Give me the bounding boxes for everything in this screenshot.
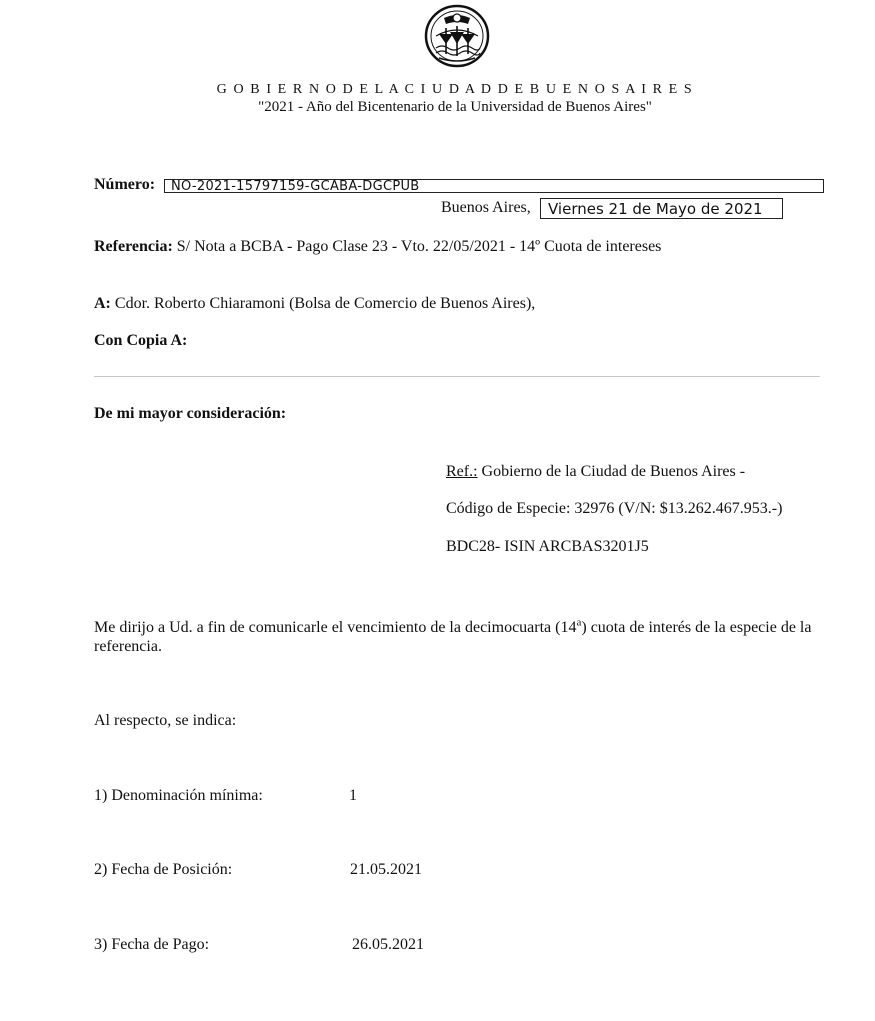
item-label: 3) Fecha de Pago: xyxy=(94,936,210,953)
date-field: Viernes 21 de Mayo de 2021 xyxy=(540,198,783,219)
numero-label: Número: xyxy=(94,176,156,193)
recipient-text: Cdor. Roberto Chiaramoni (Bolsa de Comercio de Buenos Aires), xyxy=(114,295,536,312)
paragraph-superscript: a xyxy=(576,616,582,629)
ref-line-1-text: Gobierno de la Ciudad de Buenos Aires - xyxy=(481,463,746,480)
year-motto: "2021 - Año del Bicentenario de la Universidad de Buenos Aires" xyxy=(258,99,652,115)
item-value: 21.05.2021 xyxy=(350,861,422,878)
item-value: 1 xyxy=(349,787,357,804)
paragraph-after: ) cuota de interés de la especie de la referencia. xyxy=(94,619,812,655)
numero-field: NO-2021-15797159-GCABA-DGCPUB xyxy=(164,179,824,193)
intro-text: Al respecto, se indica: xyxy=(94,712,237,729)
government-heading: G O B I E R N O D E L A C I U D A D D E B U E N O S A I R E S xyxy=(216,82,694,97)
item-label: 2) Fecha de Posición: xyxy=(94,861,233,878)
ref-line-3: BDC28- ISIN ARCBAS3201J5 xyxy=(446,538,649,555)
divider xyxy=(94,376,820,377)
city-coat-of-arms-icon xyxy=(424,4,490,68)
city-label: Buenos Aires, xyxy=(441,199,531,216)
cc-label: Con Copia A: xyxy=(94,332,188,349)
recipient-label: A: xyxy=(94,295,111,312)
greeting: De mi mayor consideración: xyxy=(94,405,287,422)
item-label: 1) Denominación mínima: xyxy=(94,787,263,804)
recipient-line xyxy=(94,295,535,313)
ref-line-1 xyxy=(446,463,745,481)
ref-label: Ref.: xyxy=(446,463,478,480)
referencia-text: S/ Nota a BCBA - Pago Clase 23 - Vto. 22/05/2021 - 14º Cuota de intereses xyxy=(176,238,662,255)
body-paragraph xyxy=(94,618,869,656)
item-value: 26.05.2021 xyxy=(352,936,424,953)
ref-line-2: Código de Especie: 32976 (V/N: $13.262.467.953.-) xyxy=(446,500,783,517)
referencia-line xyxy=(94,238,661,256)
referencia-label: Referencia: xyxy=(94,238,173,255)
paragraph-before: Me dirijo a Ud. a fin de comunicarle el vencimiento de la decimocuarta (14 xyxy=(94,619,577,636)
